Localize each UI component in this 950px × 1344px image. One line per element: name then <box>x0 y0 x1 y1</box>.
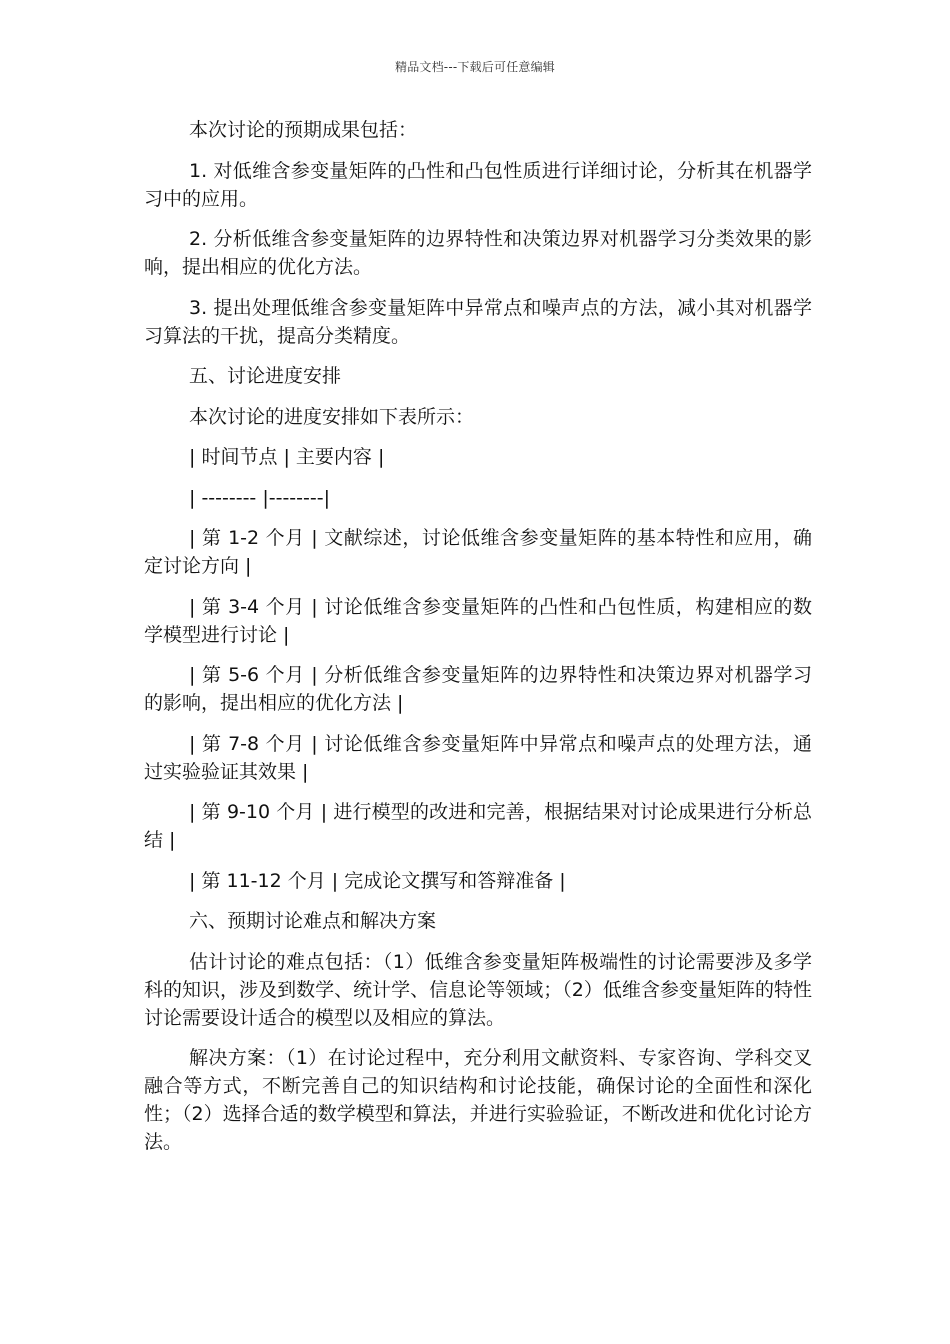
section-heading-schedule: 五、讨论进度安排 <box>189 365 342 387</box>
table-row-month-5-6: | 第 5-6 个月 | 分析低维含参变量矩阵的边界特性和决策边界对机器学习的影响，提出相应的优化方法 | <box>144 664 812 714</box>
section-heading-difficulties: 六、预期讨论难点和解决方案 <box>189 910 437 932</box>
document-body <box>144 116 812 1169</box>
table-row-month-9-10: | 第 9-10 个月 | 进行模型的改进和完善，根据结果对讨论成果进行分析总结 | <box>144 801 812 851</box>
paragraph-difficulties: 估计讨论的难点包括：（1）低维含参变量矩阵极端性的讨论需要涉及多学科的知识，涉及到数学、统计学、信息论等领域；（2）低维含参变量矩阵的特性讨论需要设计适合的模型以及相应的算法。 <box>144 950 812 1029</box>
paragraph-expected-results-intro: 本次讨论的预期成果包括： <box>189 119 418 141</box>
table-row-month-3-4: | 第 3-4 个月 | 讨论低维含参变量矩阵的凸性和凸包性质，构建相应的数学模型进行讨论 | <box>144 595 812 646</box>
table-header-row: | 时间节点 | 主要内容 | <box>189 446 385 468</box>
paragraph-result-1: 1. 对低维含参变量矩阵的凸性和凸包性质进行详细讨论，分析其在机器学习中的应用。 <box>144 159 812 210</box>
paragraph-solutions: 解决方案：（1）在讨论过程中，充分利用文献资料、专家咨询、学科交叉融合等方式，不断完善自己的知识结构和讨论技能，确保讨论的全面性和深化性；（2）选择合适的数学模型和算法，并进行实验验证，不断改进和优化讨论方法。 <box>144 1047 812 1153</box>
paragraph-result-3: 3. 提出处理低维含参变量矩阵中异常点和噪声点的方法，减小其对机器学习算法的干扰，提高分类精度。 <box>144 296 812 347</box>
paragraph-result-2: 2. 分析低维含参变量矩阵的边界特性和决策边界对机器学习分类效果的影响，提出相应的优化方法。 <box>144 228 812 278</box>
page-header: 精品文档---下载后可任意编辑 <box>395 60 555 74</box>
table-separator-row: | -------- |--------| <box>189 486 330 509</box>
table-row-month-7-8: | 第 7-8 个月 | 讨论低维含参变量矩阵中异常点和噪声点的处理方法，通过实验验证其效果 | <box>144 732 812 783</box>
table-row-month-1-2: | 第 1-2 个月 | 文献综述，讨论低维含参变量矩阵的基本特性和应用，确定讨论方向 | <box>144 527 812 577</box>
table-row-month-11-12: | 第 11-12 个月 | 完成论文撰写和答辩准备 | <box>189 869 566 892</box>
paragraph-schedule-intro: 本次讨论的进度安排如下表所示： <box>189 405 475 428</box>
